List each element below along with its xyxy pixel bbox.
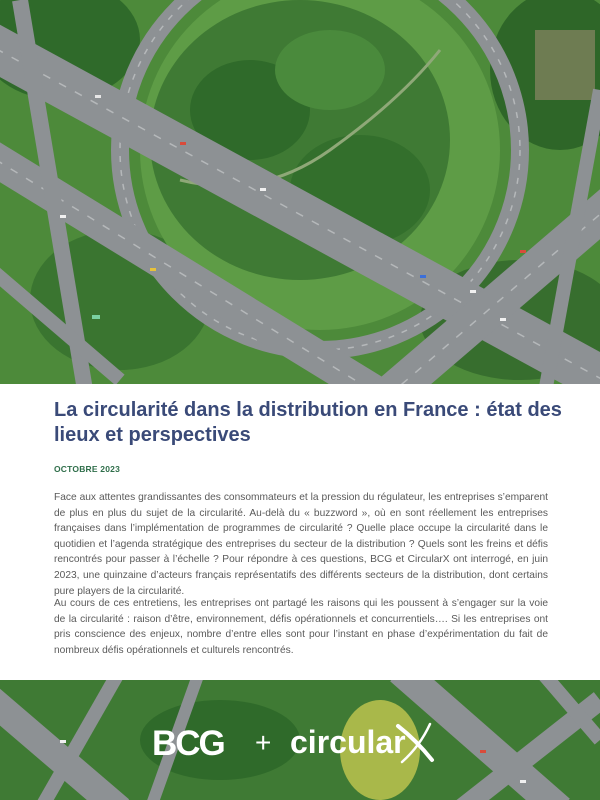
article-body [0,384,600,680]
hero-aerial-photo [0,0,600,384]
publication-date: OCTOBRE 2023 [54,464,121,474]
circularx-x-mark-icon [392,720,438,766]
plus-sign: + [255,727,272,758]
intro-paragraph: Face aux attentes grandissantes des consommateurs et la pression du régulateur, les entreprises s’emparent de plus en plus du sujet de la circularité. Au-delà du « buzzword », où en sont réellement les entreprises françaises dans l’implémentation de programmes de circularité ? Quelle place occupe la circularité dans le quotidien et l’agenda stratégique des entreprises du secteur de la distribution ? Quels sont les freins et défis rencontrés pour passer à l’échelle ? Pour répondre à ces questions, BCG et CircularX ont interrogé, en juin 2023, une quinzaine d’acteurs français représentatifs des différents secteurs de la distribution, dont certains pure players de la circularité. [54,492,548,597]
document-title: La circularité dans la distribution en France : état des lieux et perspectives [54,399,562,446]
second-paragraph: Au cours de ces entretiens, les entreprises ont partagé les raisons qui les poussent à s’engager sur la voie de la circularité : raison d’être, environnement, défis opérationnels et concurrentiels…. Si les entreprises ont pris conscience des enjeux, nombre d’entre elles sont pour l’instant en phase d’expérimentation du fait de nombreux défis opérationnels et culturels rencontrés. [54,598,548,656]
bcg-logo: BCG [152,724,224,763]
partner-logos [0,722,600,772]
circularx-logo: circular [290,724,406,760]
aerial-highway-illustration [0,0,600,384]
